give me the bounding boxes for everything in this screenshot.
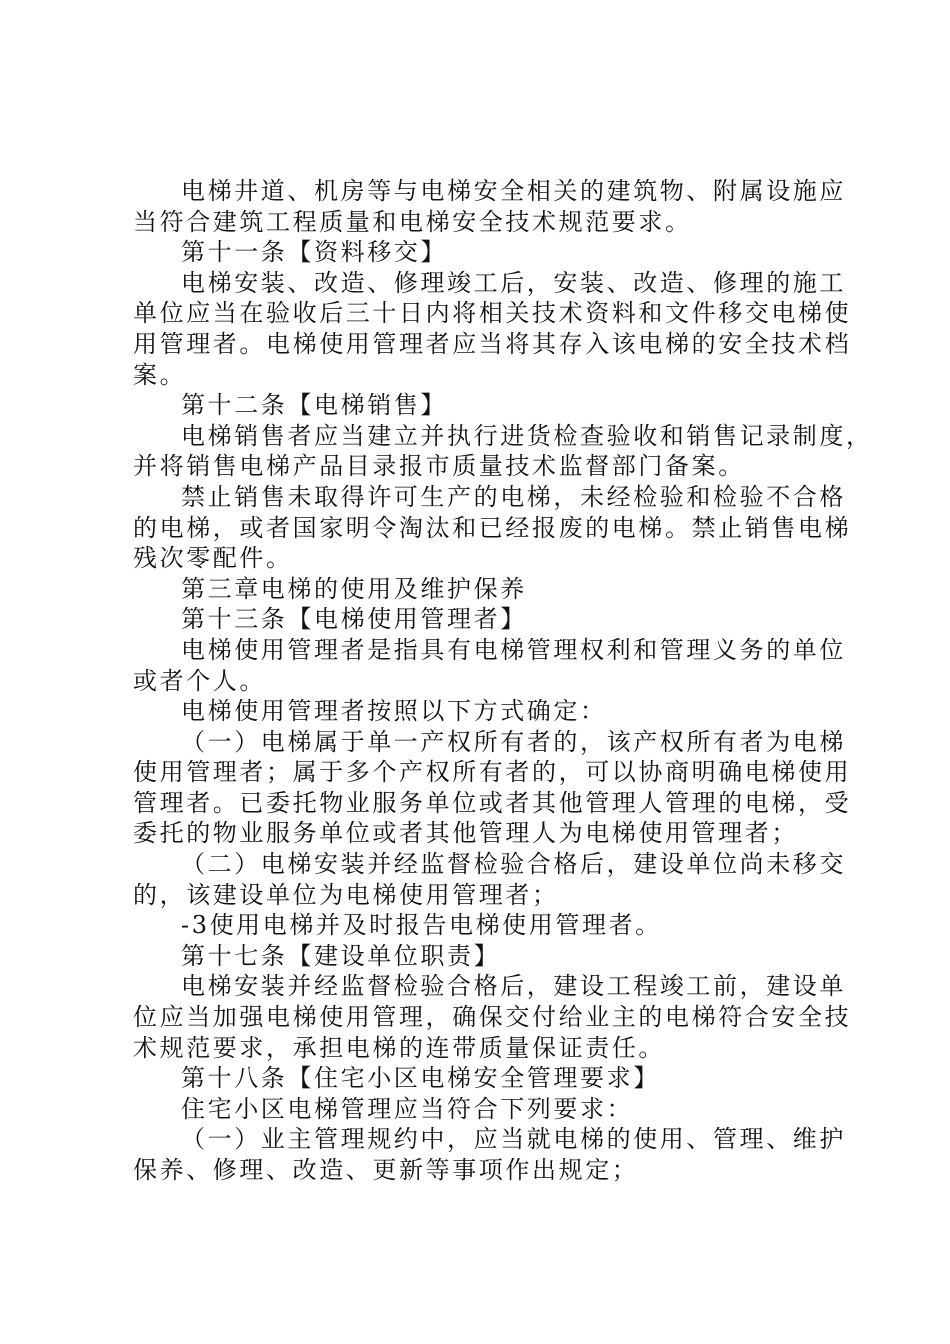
text-line: 委托的物业服务单位或者其他管理人为电梯使用管理者； — [133, 819, 798, 848]
text-line: 的，该建设单位为电梯使用管理者； — [133, 880, 559, 909]
article-heading: 第十二条【电梯销售】 — [181, 391, 447, 420]
text-line: 电梯使用管理者按照以下方式确定： — [181, 697, 607, 726]
text-line: 或者个人。 — [133, 666, 266, 695]
text-line: 管理者。已委托物业服务单位或者其他管理人管理的电梯，受 — [133, 788, 852, 817]
text-line: -3使用电梯并及时报告电梯使用管理者。 — [181, 911, 662, 940]
text-line: 用管理者。电梯使用管理者应当将其存入该电梯的安全技术档 — [133, 329, 852, 358]
text-line: 电梯使用管理者是指具有电梯管理权利和管理义务的单位 — [181, 635, 846, 664]
text-line: 当符合建筑工程质量和电梯安全技术规范要求。 — [133, 207, 692, 236]
text-line: 电梯销售者应当建立并执行进货检查验收和销售记录制度， — [181, 421, 873, 450]
text-line: 住宅小区电梯管理应当符合下列要求： — [181, 1094, 634, 1123]
article-heading: 第十三条【电梯使用管理者】 — [181, 605, 527, 634]
text-line: 保养、修理、改造、更新等事项作出规定； — [133, 1156, 639, 1184]
text-line: 电梯安装并经监督检验合格后，建设工程竣工前，建设单 — [181, 972, 846, 1001]
article-heading: 第十八条【住宅小区电梯安全管理要求】 — [181, 1064, 660, 1093]
text-line: （二）电梯安装并经监督检验合格后，建设单位尚未移交 — [181, 850, 846, 879]
text-line: （一）业主管理规约中，应当就电梯的使用、管理、维护 — [181, 1125, 846, 1154]
text-line: 禁止销售未取得许可生产的电梯，未经检验和检验不合格 — [181, 482, 846, 511]
text-line: 电梯安装、改造、修理竣工后，安装、改造、修理的施工 — [181, 268, 846, 297]
text-line: （一）电梯属于单一产权所有者的，该产权所有者为电梯 — [181, 727, 846, 756]
document-body — [133, 176, 873, 1186]
text-line: 案。 — [133, 360, 187, 389]
article-heading: 第十一条【资料移交】 — [181, 238, 447, 267]
text-line: 电梯井道、机房等与电梯安全相关的建筑物、附属设施应 — [181, 177, 846, 205]
text-line: 单位应当在验收后三十日内将相关技术资料和文件移交电梯使 — [133, 299, 852, 328]
text-line: 术规范要求，承担电梯的连带质量保证责任。 — [133, 1033, 665, 1062]
text-line: 并将销售电梯产品目录报市质量技术监督部门备案。 — [133, 452, 745, 481]
text-line: 的电梯，或者国家明令淘汰和已经报废的电梯。禁止销售电梯 — [133, 513, 852, 542]
text-line: 使用管理者；属于多个产权所有者的，可以协商明确电梯使用 — [133, 758, 852, 787]
article-heading: 第十七条【建设单位职责】 — [181, 941, 501, 970]
text-line: 位应当加强电梯使用管理，确保交付给业主的电梯符合安全技 — [133, 1003, 852, 1032]
text-line: 残次零配件。 — [133, 544, 293, 573]
chapter-heading: 第三章电梯的使用及维护保养 — [181, 574, 527, 603]
